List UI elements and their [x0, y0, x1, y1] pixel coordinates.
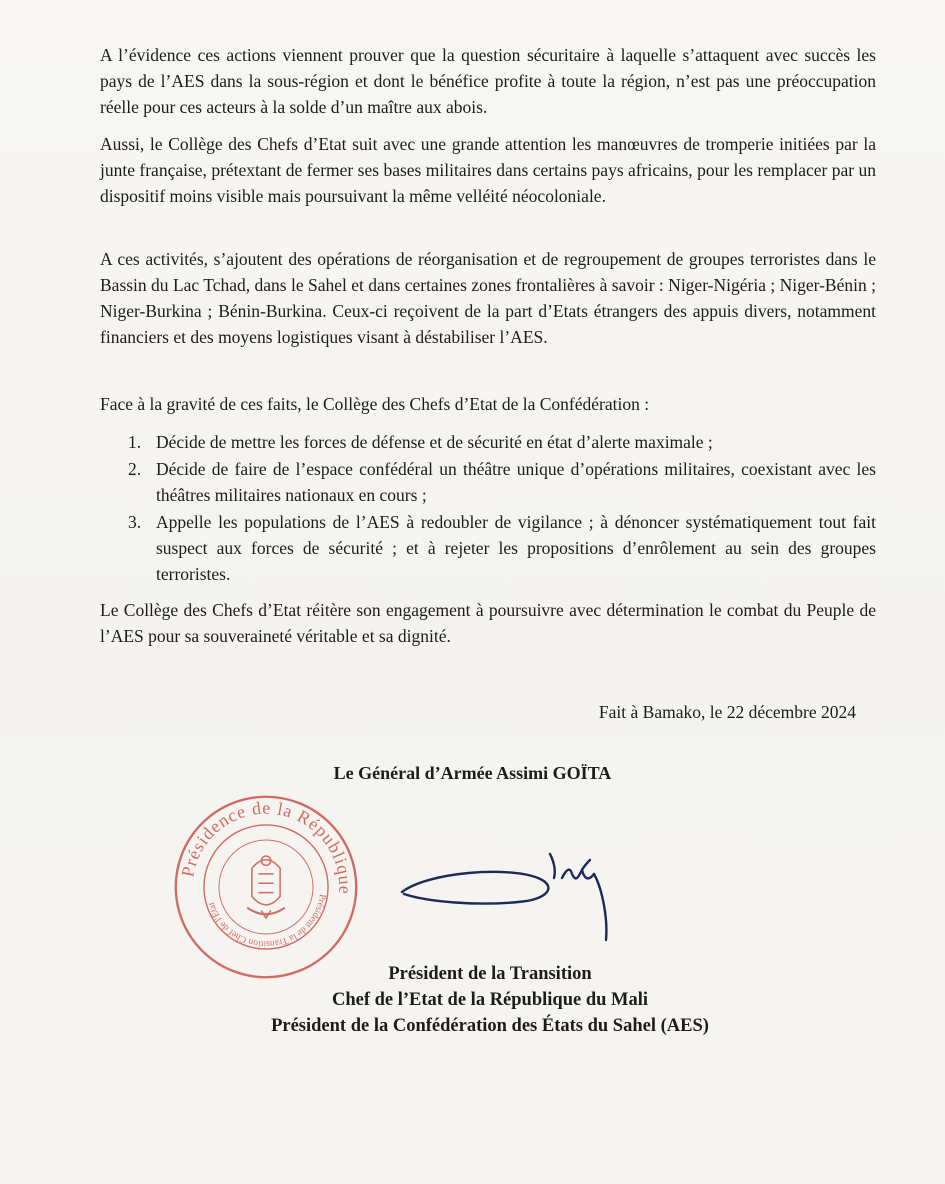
decisions-list [128, 429, 876, 588]
list-item [128, 456, 876, 508]
stamp-outer-text: Présidence de la République [177, 797, 356, 896]
list-item-text: Décide de faire de l’espace confédéral un théâtre unique d’opérations militaires, coexistant avec les théâtres militaires nationaux en cours ; [156, 459, 876, 505]
paragraph-college-decision-intro: Face à la gravité de ces faits, le Collège des Chefs d’Etat de la Confédération : [100, 394, 650, 414]
paragraph-security-question: A l’évidence ces actions viennent prouver que la question sécuritaire à laquelle s’attaquent avec succès les pays de l’AES dans la sous-région et dont le bénéfice profite à toute la région, n’est pas une préoccupation réelle pour ces acteurs à la solde d’un maître aux abois. [100, 45, 876, 117]
paragraph-terrorist-groups: A ces activités, s’ajoutent des opérations de réorganisation et de regroupement de groupes terroristes dans le Bassin du Lac Tchad, dans le Sahel et dans certaines zones frontalières à savoir : Niger-Nigéria ; Niger-Bénin ; Niger-Burkina ; Bénin-Burkina. Ceux-ci reçoivent de la part d’Etats étrangers des appuis divers, notamment financiers et des moyens logistiques visant à déstabiliser l’AES. [100, 249, 876, 347]
list-item-text: Décide de mettre les forces de défense et de sécurité en état d’alerte maximale ; [156, 432, 713, 452]
list-item-number: 1. [128, 432, 142, 452]
list-item-number: 3. [128, 512, 142, 532]
signatory-name: Le Général d’Armée Assimi GOÏTA [333, 763, 612, 783]
handwritten-signature [398, 848, 638, 944]
title-president-transition: Président de la Transition [388, 964, 592, 984]
list-item [128, 509, 876, 587]
title-aes-president: Président de la Confédération des États du Sahel (AES) [271, 1016, 709, 1036]
stamp-inner-text: Président de la Transition Chef de l'Etat [206, 893, 328, 949]
list-item-text: Appelle les populations de l’AES à redoubler de vigilance ; à dénoncer systématiquement tout fait suspect aux forces de sécurité ; et à rejeter les propositions d’enrôlement au sein des groupes terroristes. [156, 512, 876, 584]
list-item-number: 2. [128, 459, 142, 479]
presidency-seal-stamp [172, 793, 360, 981]
list-item [128, 429, 876, 455]
signatory-titles [150, 961, 830, 1039]
paragraph-commitment: Le Collège des Chefs d’Etat réitère son engagement à poursuivre avec détermination le combat du Peuple de l’AES pour sa souveraineté véritable et sa dignité. [100, 600, 876, 646]
paragraph-french-bases: Aussi, le Collège des Chefs d’Etat suit avec une grande attention les manœuvres de tromperie initiées par la junte française, prétextant de fermer ses bases militaires dans certains pays africains, pour les remplacer par un dispositif moins visible mais poursuivant la même velléité néocoloniale. [100, 134, 876, 206]
title-head-of-state: Chef de l’Etat de la République du Mali [331, 990, 649, 1010]
coat-of-arms-emblem [247, 856, 285, 918]
place-and-date: Fait à Bamako, le 22 décembre 2024 [598, 702, 856, 722]
